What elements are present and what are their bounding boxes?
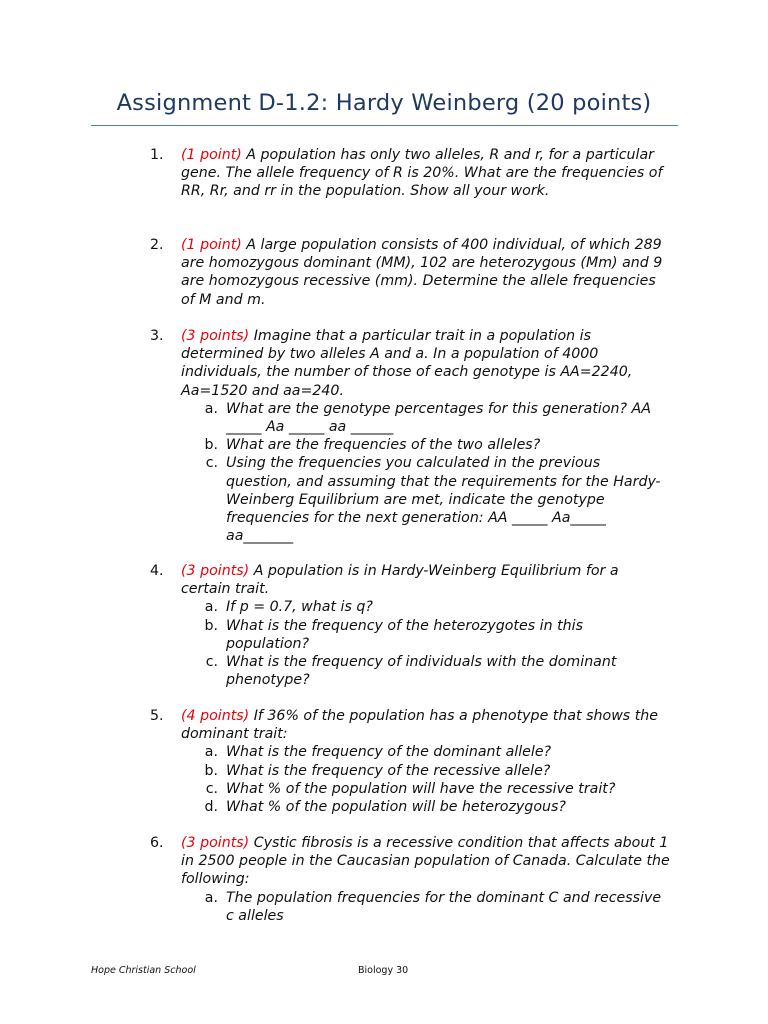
sub-question-label: b. <box>204 437 218 454</box>
sub-question-text: What % of the population will have the recessive trait? <box>226 780 616 797</box>
question-1 <box>150 146 670 201</box>
question-number: 6. <box>150 835 164 851</box>
question-number: 2. <box>150 237 164 253</box>
sub-question <box>181 798 670 816</box>
sub-question-text: What % of the population will be heterozygous? <box>226 799 566 816</box>
sub-question-label: a. <box>204 400 218 417</box>
sub-question <box>181 780 670 798</box>
sub-question <box>181 743 670 761</box>
question-points: (4 points) <box>181 708 250 724</box>
question-number: 1. <box>150 147 164 163</box>
sub-question-text: The population frequencies for the dominant C and recessive c alleles <box>226 889 662 924</box>
sub-question <box>181 400 670 436</box>
question-text: Imagine that a particular trait in a population is determined by two alleles A and a. In a population of 4000 individuals, the number of those of each genotype is AA=2240, Aa=1520 and aa=240. <box>181 328 633 399</box>
sub-question-label: c. <box>205 455 218 472</box>
question-points: (1 point) <box>181 147 242 163</box>
sub-question-label: c. <box>205 780 218 797</box>
sub-question-label: a. <box>204 889 218 906</box>
question-2 <box>150 236 670 309</box>
question-points: (3 points) <box>181 563 250 579</box>
sub-question-text: What is the frequency of the heterozygotes in this population? <box>226 617 583 652</box>
question-3 <box>150 327 670 545</box>
footer-school: Hope Christian School <box>91 965 196 976</box>
sub-question <box>181 889 670 925</box>
footer-course: Biology 30 <box>358 965 409 976</box>
question-text: A large population consists of 400 individual, of which 289 are homozygous dominant (MM), 102 are heterozygous (Mm) and 9 are homozygous recessive (mm). Determine the allele frequencies of M and m. <box>181 237 663 308</box>
sub-question-label: c. <box>205 654 218 671</box>
sub-question <box>181 762 670 780</box>
question-number: 3. <box>150 328 164 344</box>
sub-question-text: What are the genotype percentages for this generation? AA _____ Aa _____ aa ______ <box>226 400 651 436</box>
page-title: Assignment D-1.2: Hardy Weinberg (20 points) <box>116 90 652 116</box>
sub-question <box>181 598 670 616</box>
question-5 <box>150 707 670 816</box>
sub-question-label: a. <box>204 599 218 616</box>
question-6 <box>150 834 670 925</box>
question-number: 5. <box>150 708 164 724</box>
sub-question-label: b. <box>204 762 218 779</box>
sub-question-text: What is the frequency of individuals with the dominant phenotype? <box>226 654 617 689</box>
question-text: A population has only two alleles, R and r, for a particular gene. The allele frequency of R is 20%. What are the frequencies of RR, Rr, and rr in the population. Show all your work. <box>181 147 663 200</box>
question-text: Cystic fibrosis is a recessive condition that affects about 1 in 2500 people in the Caucasian population of Canada. Calculate the following: <box>181 835 670 888</box>
question-points: (3 points) <box>181 328 250 344</box>
question-4 <box>150 562 670 689</box>
question-points: (1 point) <box>181 237 242 253</box>
sub-question <box>181 653 670 689</box>
sub-question-text: What is the frequency of the recessive allele? <box>226 762 551 779</box>
question-number: 4. <box>150 563 164 579</box>
question-text: A population is in Hardy-Weinberg Equilibrium for a certain trait. <box>181 563 619 598</box>
sub-question-label: d. <box>204 799 218 816</box>
sub-question-label: a. <box>204 744 218 761</box>
sub-question-label: b. <box>204 617 218 634</box>
question-text: If 36% of the population has a phenotype that shows the dominant trait: <box>181 708 658 743</box>
sub-question-text: If p = 0.7, what is q? <box>226 599 373 616</box>
sub-question-text: What are the frequencies of the two alleles? <box>226 437 541 454</box>
sub-question-text: What is the frequency of the dominant allele? <box>226 744 552 761</box>
question-points: (3 points) <box>181 835 250 851</box>
sub-question <box>181 436 670 454</box>
sub-question <box>181 617 670 653</box>
title-divider <box>91 125 678 126</box>
sub-question-text: Using the frequencies you calculated in the previous question, and assuming that the requirements for the Hardy-Weinberg Equilibrium are met, indicate the genotype frequencies for the next generation: AA _____ Aa_____ aa_______ <box>226 455 661 545</box>
sub-question <box>181 454 670 545</box>
